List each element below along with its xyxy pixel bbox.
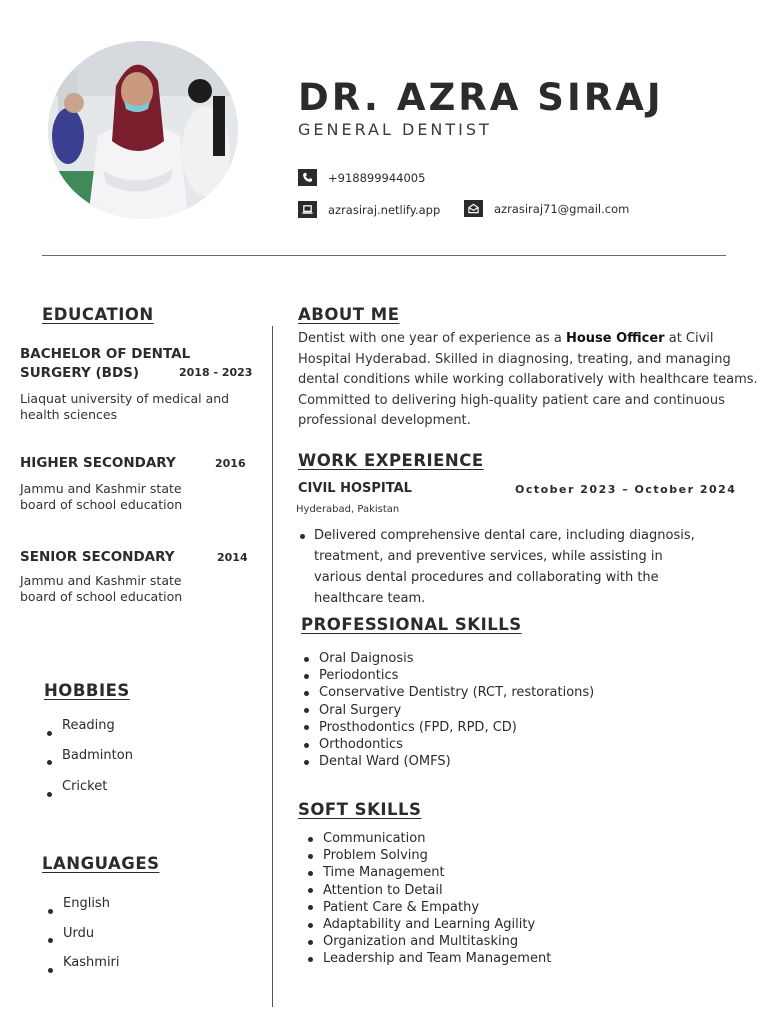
column-divider	[272, 326, 273, 1007]
list-item: Periodontics	[302, 667, 594, 684]
candidate-title: GENERAL DENTIST	[298, 120, 492, 139]
job-employer: CIVIL HOSPITAL	[298, 481, 412, 496]
work-heading: WORK EXPERIENCE	[298, 451, 484, 470]
about-text-part: Dentist with one year of experience as a	[298, 331, 566, 346]
list-item: Leadership and Team Management	[306, 950, 551, 967]
list-item: Organization and Multitasking	[306, 933, 551, 950]
list-item: Reading	[45, 718, 133, 748]
hobbies-list	[45, 718, 133, 809]
education-heading: EDUCATION	[42, 305, 154, 324]
education-degree: HIGHER SECONDARY	[20, 455, 176, 471]
job-duties	[298, 525, 698, 609]
list-item: Communication	[306, 830, 551, 847]
list-item: Delivered comprehensive dental care, including diagnosis, treatment, and preventive services, while assisting in various dental procedures and collaborating with the healthcare team.	[298, 525, 698, 609]
list-item: Prosthodontics (FPD, RPD, CD)	[302, 719, 594, 736]
laptop-icon	[298, 201, 317, 218]
list-item: Urdu	[46, 926, 120, 956]
list-item: Time Management	[306, 864, 551, 881]
professional-skills-heading: PROFESSIONAL SKILLS	[301, 615, 522, 634]
education-degree: SENIOR SECONDARY	[20, 549, 175, 565]
education-year: 2016	[215, 457, 246, 470]
list-item: Conservative Dentistry (RCT, restorations)	[302, 684, 594, 701]
website-link[interactable]: azrasiraj.netlify.app	[328, 202, 441, 217]
list-item: Oral Surgery	[302, 702, 594, 719]
languages-heading: LANGUAGES	[42, 854, 160, 873]
phone-number: +918899944005	[328, 170, 426, 185]
education-item	[20, 345, 260, 423]
list-item: Cricket	[45, 779, 133, 809]
professional-skills-list	[302, 650, 594, 770]
education-institution: Liaquat university of medical and health sciences	[20, 391, 230, 422]
soft-skills-list	[306, 830, 551, 968]
education-year: 2018 - 2023	[179, 366, 253, 379]
about-text-part: at Civil Hospital Hyderabad. Skilled in diagnosing, treating, and managing dental conditions while working collaboratively with healthcare teams. Committed to delivering high-quality patient care and continuous professional development.	[298, 331, 758, 428]
education-institution: Jammu and Kashmir state board of school education	[20, 573, 183, 604]
about-text	[298, 329, 758, 432]
job-location: Hyderabad, Pakistan	[296, 504, 400, 515]
languages-list	[46, 896, 120, 985]
hobbies-heading: HOBBIES	[44, 681, 130, 700]
list-item: English	[46, 896, 120, 926]
about-highlight: House Officer	[565, 331, 665, 346]
list-item: Adaptability and Learning Agility	[306, 916, 551, 933]
list-item: Badminton	[45, 748, 133, 778]
list-item: Oral Daignosis	[302, 650, 594, 667]
email-address[interactable]: azrasiraj71@gmail.com	[494, 201, 630, 216]
education-year: 2014	[217, 551, 248, 564]
list-item: Patient Care & Empathy	[306, 899, 551, 916]
list-item: Attention to Detail	[306, 882, 551, 899]
candidate-name: DR. AZRA SIRAJ	[298, 76, 664, 119]
website-contact[interactable]	[298, 201, 440, 218]
education-degree: BACHELOR OF DENTAL SURGERY (BDS)	[20, 346, 191, 381]
list-item: Kashmiri	[46, 955, 120, 985]
header-divider	[42, 255, 726, 256]
email-contact[interactable]	[464, 200, 629, 217]
list-item: Dental Ward (OMFS)	[302, 753, 594, 770]
soft-skills-heading: SOFT SKILLS	[298, 800, 422, 819]
about-heading: ABOUT ME	[298, 305, 400, 324]
phone-icon	[298, 169, 317, 186]
list-item: Problem Solving	[306, 847, 551, 864]
envelope-icon	[464, 200, 483, 217]
job-dates: October 2023 – October 2024	[515, 483, 737, 496]
education-institution: Jammu and Kashmir state board of school education	[20, 481, 183, 512]
list-item: Orthodontics	[302, 736, 594, 753]
phone-contact[interactable]	[298, 169, 425, 186]
profile-photo	[48, 41, 238, 219]
